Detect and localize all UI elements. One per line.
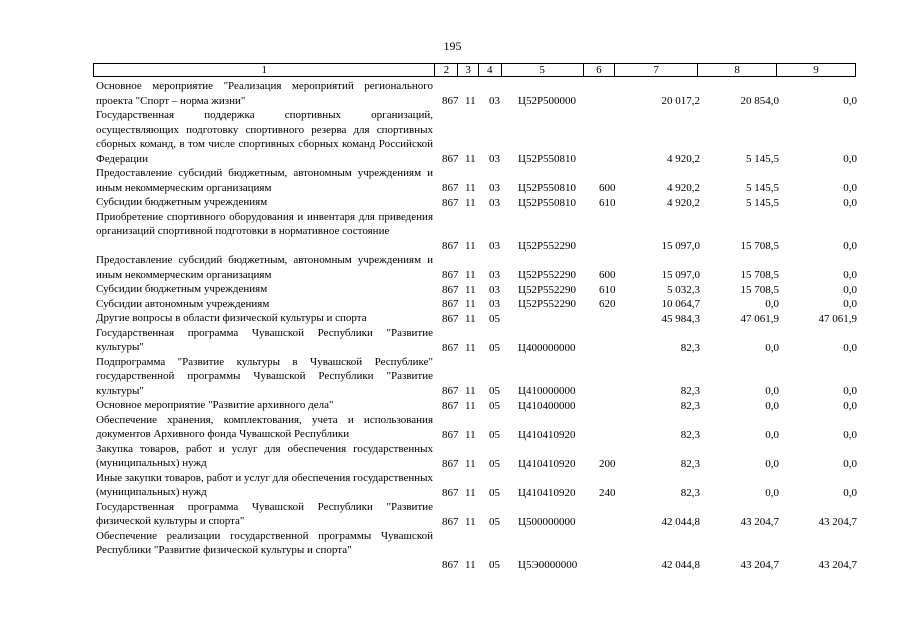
cell-c6: 620 [599, 298, 616, 310]
cell-c8: 0,0 [765, 457, 779, 470]
table-row [0, 413, 905, 442]
table-row [0, 500, 905, 529]
cell-c9: 0,0 [843, 283, 857, 296]
cell-c3: 11 [465, 240, 476, 252]
table-row [0, 210, 905, 254]
table-row [0, 311, 905, 326]
cell-c5: Ц400000000 [518, 341, 576, 354]
table-header [93, 63, 856, 77]
table-row [0, 253, 905, 282]
cell-c9: 0,0 [843, 196, 857, 209]
cell-c4: 03 [489, 269, 500, 281]
cell-c7: 82,3 [680, 486, 700, 499]
cell-c6: 610 [599, 196, 616, 209]
cell-c4: 03 [489, 240, 500, 252]
cell-c2: 867 [442, 95, 459, 107]
cell-c2: 867 [442, 486, 459, 499]
cell-c4: 03 [489, 153, 500, 165]
cell-c7: 42 044,8 [661, 559, 700, 571]
cell-c3: 11 [465, 399, 476, 412]
cell-c5: Ц5Э0000000 [518, 559, 578, 571]
cell-c5: Ц52Р500000 [518, 95, 577, 107]
cell-c2: 867 [442, 399, 459, 412]
cell-c5: Ц410400000 [518, 399, 576, 412]
cell-c9: 0,0 [843, 428, 857, 441]
cell-c7: 82,3 [680, 341, 700, 354]
header-col-8: 8 [697, 64, 776, 76]
cell-c7: 82,3 [680, 399, 700, 412]
cell-c5: Ц52Р552290 [518, 283, 577, 296]
table-row [0, 282, 905, 297]
row-description: Субсидии бюджетным учреждениям [96, 196, 268, 208]
cell-c9: 43 204,7 [818, 559, 857, 571]
header-col-2: 2 [434, 64, 457, 76]
cell-c3: 11 [465, 153, 476, 165]
row-description: Подпрограмма "Развитие культуры в Чувашской Республике" государственной программы Чувашской Республики "Развитие культуры" [96, 355, 433, 397]
cell-c3: 11 [465, 486, 476, 499]
row-description: Государственная поддержка спортивных организаций, осуществляющих подготовку спортивного резерва для спортивных сборных команд, в том числе спортивных сборных команд Российской Федерации [96, 109, 433, 165]
cell-c7: 20 017,2 [661, 95, 700, 107]
row-description: Обеспечение хранения, комплектования, учета и использования документов Архивного фонда Чувашской Республики [96, 413, 433, 440]
cell-c9: 0,0 [843, 486, 857, 499]
cell-c9: 0,0 [843, 240, 857, 252]
header-col-1: 1 [261, 64, 267, 76]
cell-c9: 0,0 [843, 385, 857, 397]
cell-c3: 11 [465, 559, 476, 571]
cell-c3: 11 [465, 385, 476, 397]
row-description: Государственная программа Чувашской Республики "Развитие культуры" [96, 326, 433, 353]
table-row [0, 79, 905, 108]
header-col-5: 5 [501, 64, 583, 76]
row-description: Другие вопросы в области физической культуры и спорта [96, 312, 367, 324]
header-col-9: 9 [776, 64, 855, 76]
header-col-4: 4 [478, 64, 501, 76]
cell-c2: 867 [442, 240, 459, 252]
cell-c4: 05 [489, 486, 500, 499]
cell-c2: 867 [442, 312, 459, 325]
cell-c7: 4 920,2 [667, 153, 700, 165]
cell-c9: 0,0 [843, 298, 857, 310]
table-row [0, 326, 905, 355]
cell-c4: 05 [489, 341, 500, 354]
cell-c7: 15 097,0 [661, 269, 700, 281]
cell-c7: 15 097,0 [661, 240, 700, 252]
cell-c5: Ц52Р550810 [518, 182, 577, 194]
cell-c5: Ц52Р550810 [518, 153, 577, 165]
cell-c3: 11 [465, 298, 476, 310]
cell-c2: 867 [442, 153, 459, 165]
table-row [0, 442, 905, 471]
cell-c7: 82,3 [680, 428, 700, 441]
cell-c6: 200 [599, 457, 616, 470]
cell-c4: 05 [489, 515, 500, 528]
header-col-7: 7 [614, 64, 697, 76]
cell-c4: 03 [489, 298, 500, 310]
cell-c8: 15 708,5 [740, 240, 779, 252]
cell-c3: 11 [465, 283, 476, 296]
cell-c7: 4 920,2 [667, 182, 700, 194]
cell-c5: Ц52Р550810 [518, 196, 577, 209]
cell-c4: 03 [489, 182, 500, 194]
cell-c7: 4 920,2 [667, 196, 700, 209]
cell-c2: 867 [442, 196, 459, 209]
row-description: Субсидии бюджетным учреждениям [96, 283, 268, 295]
cell-c8: 15 708,5 [740, 283, 779, 296]
cell-c8: 47 061,9 [740, 312, 779, 325]
cell-c8: 0,0 [765, 399, 779, 412]
cell-c5: Ц52Р552290 [518, 240, 577, 252]
table-row [0, 297, 905, 312]
cell-c8: 0,0 [765, 486, 779, 499]
cell-c3: 11 [465, 428, 476, 441]
cell-c6: 600 [599, 182, 616, 194]
cell-c9: 0,0 [843, 457, 857, 470]
cell-c5: Ц52Р552290 [518, 298, 577, 310]
cell-c2: 867 [442, 428, 459, 441]
cell-c5: Ц410410920 [518, 457, 576, 470]
cell-c5: Ц52Р552290 [518, 269, 577, 281]
cell-c6: 610 [599, 283, 616, 296]
cell-c4: 05 [489, 428, 500, 441]
cell-c5: Ц500000000 [518, 515, 576, 528]
row-description: Предоставление субсидий бюджетным, автономным учреждениям и иным некоммерческим организациям [96, 167, 433, 194]
cell-c7: 45 984,3 [661, 312, 700, 325]
table-row [0, 398, 905, 413]
cell-c7: 5 032,3 [667, 283, 700, 296]
cell-c3: 11 [465, 182, 476, 194]
cell-c2: 867 [442, 283, 459, 296]
cell-c3: 11 [465, 515, 476, 528]
cell-c7: 82,3 [680, 457, 700, 470]
row-description: Приобретение спортивного оборудования и инвентаря для приведения организаций спортивной подготовки в нормативное состояние [96, 210, 433, 237]
row-description: Основное мероприятие "Развитие архивного дела" [96, 399, 334, 411]
cell-c2: 867 [442, 341, 459, 354]
page-number: 195 [443, 39, 462, 53]
cell-c9: 47 061,9 [818, 312, 857, 325]
cell-c2: 867 [442, 182, 459, 194]
row-description: Обеспечение реализации государственной программы Чувашской Республики "Развитие физической культуры и спорта" [96, 529, 433, 556]
row-description: Закупка товаров, работ и услуг для обеспечения государственных (муниципальных) нужд [96, 442, 433, 469]
cell-c9: 0,0 [843, 341, 857, 354]
table-row [0, 108, 905, 166]
cell-c8: 0,0 [765, 298, 779, 310]
cell-c8: 0,0 [765, 428, 779, 441]
cell-c4: 03 [489, 196, 500, 209]
cell-c4: 05 [489, 457, 500, 470]
cell-c4: 05 [489, 559, 500, 571]
table-row [0, 529, 905, 573]
cell-c7: 10 064,7 [661, 298, 700, 310]
cell-c9: 0,0 [843, 153, 857, 165]
cell-c9: 0,0 [843, 269, 857, 281]
cell-c5: Ц410410920 [518, 486, 576, 499]
table-row [0, 471, 905, 500]
cell-c4: 03 [489, 283, 500, 296]
cell-c9: 0,0 [843, 95, 857, 107]
cell-c2: 867 [442, 298, 459, 310]
cell-c8: 5 145,5 [746, 153, 779, 165]
cell-c8: 15 708,5 [740, 269, 779, 281]
cell-c5: Ц410000000 [518, 385, 576, 397]
cell-c8: 5 145,5 [746, 196, 779, 209]
cell-c6: 240 [599, 486, 616, 499]
table-row [0, 166, 905, 195]
cell-c8: 20 854,0 [740, 95, 779, 107]
cell-c8: 0,0 [765, 341, 779, 354]
header-col-3: 3 [457, 64, 478, 76]
row-description: Государственная программа Чувашской Республики "Развитие физической культуры и спорта" [96, 500, 433, 527]
cell-c3: 11 [465, 95, 476, 107]
cell-c3: 11 [465, 269, 476, 281]
cell-c8: 5 145,5 [746, 182, 779, 194]
cell-c9: 0,0 [843, 182, 857, 194]
table-row [0, 355, 905, 399]
cell-c3: 11 [465, 196, 476, 209]
cell-c7: 42 044,8 [661, 515, 700, 528]
row-description: Иные закупки товаров, работ и услуг для обеспечения государственных (муниципальных) нужд [96, 471, 433, 498]
row-description: Субсидии автономным учреждениям [96, 297, 270, 310]
row-description: Основное мероприятие "Реализация мероприятий регионального проекта "Спорт – норма жизни" [96, 80, 433, 107]
header-col-6: 6 [583, 64, 615, 76]
cell-c7: 82,3 [680, 385, 700, 397]
cell-c4: 05 [489, 399, 500, 412]
cell-c3: 11 [465, 312, 476, 325]
row-description: Предоставление субсидий бюджетным, автономным учреждениям и иным некоммерческим организациям [96, 254, 433, 281]
table-body [0, 79, 905, 572]
cell-c5: Ц410410920 [518, 428, 576, 441]
cell-c2: 867 [442, 269, 459, 281]
cell-c8: 0,0 [765, 385, 779, 397]
cell-c9: 43 204,7 [818, 515, 857, 528]
cell-c2: 867 [442, 559, 459, 571]
cell-c3: 11 [465, 341, 476, 354]
cell-c3: 11 [465, 457, 476, 470]
cell-c2: 867 [442, 385, 459, 397]
cell-c4: 03 [489, 95, 500, 107]
cell-c8: 43 204,7 [740, 515, 779, 528]
cell-c4: 05 [489, 312, 500, 325]
cell-c4: 05 [489, 385, 500, 397]
cell-c8: 43 204,7 [740, 559, 779, 571]
cell-c6: 600 [599, 269, 616, 281]
cell-c2: 867 [442, 515, 459, 528]
table-row [0, 195, 905, 210]
cell-c9: 0,0 [843, 399, 857, 412]
cell-c2: 867 [442, 457, 459, 470]
